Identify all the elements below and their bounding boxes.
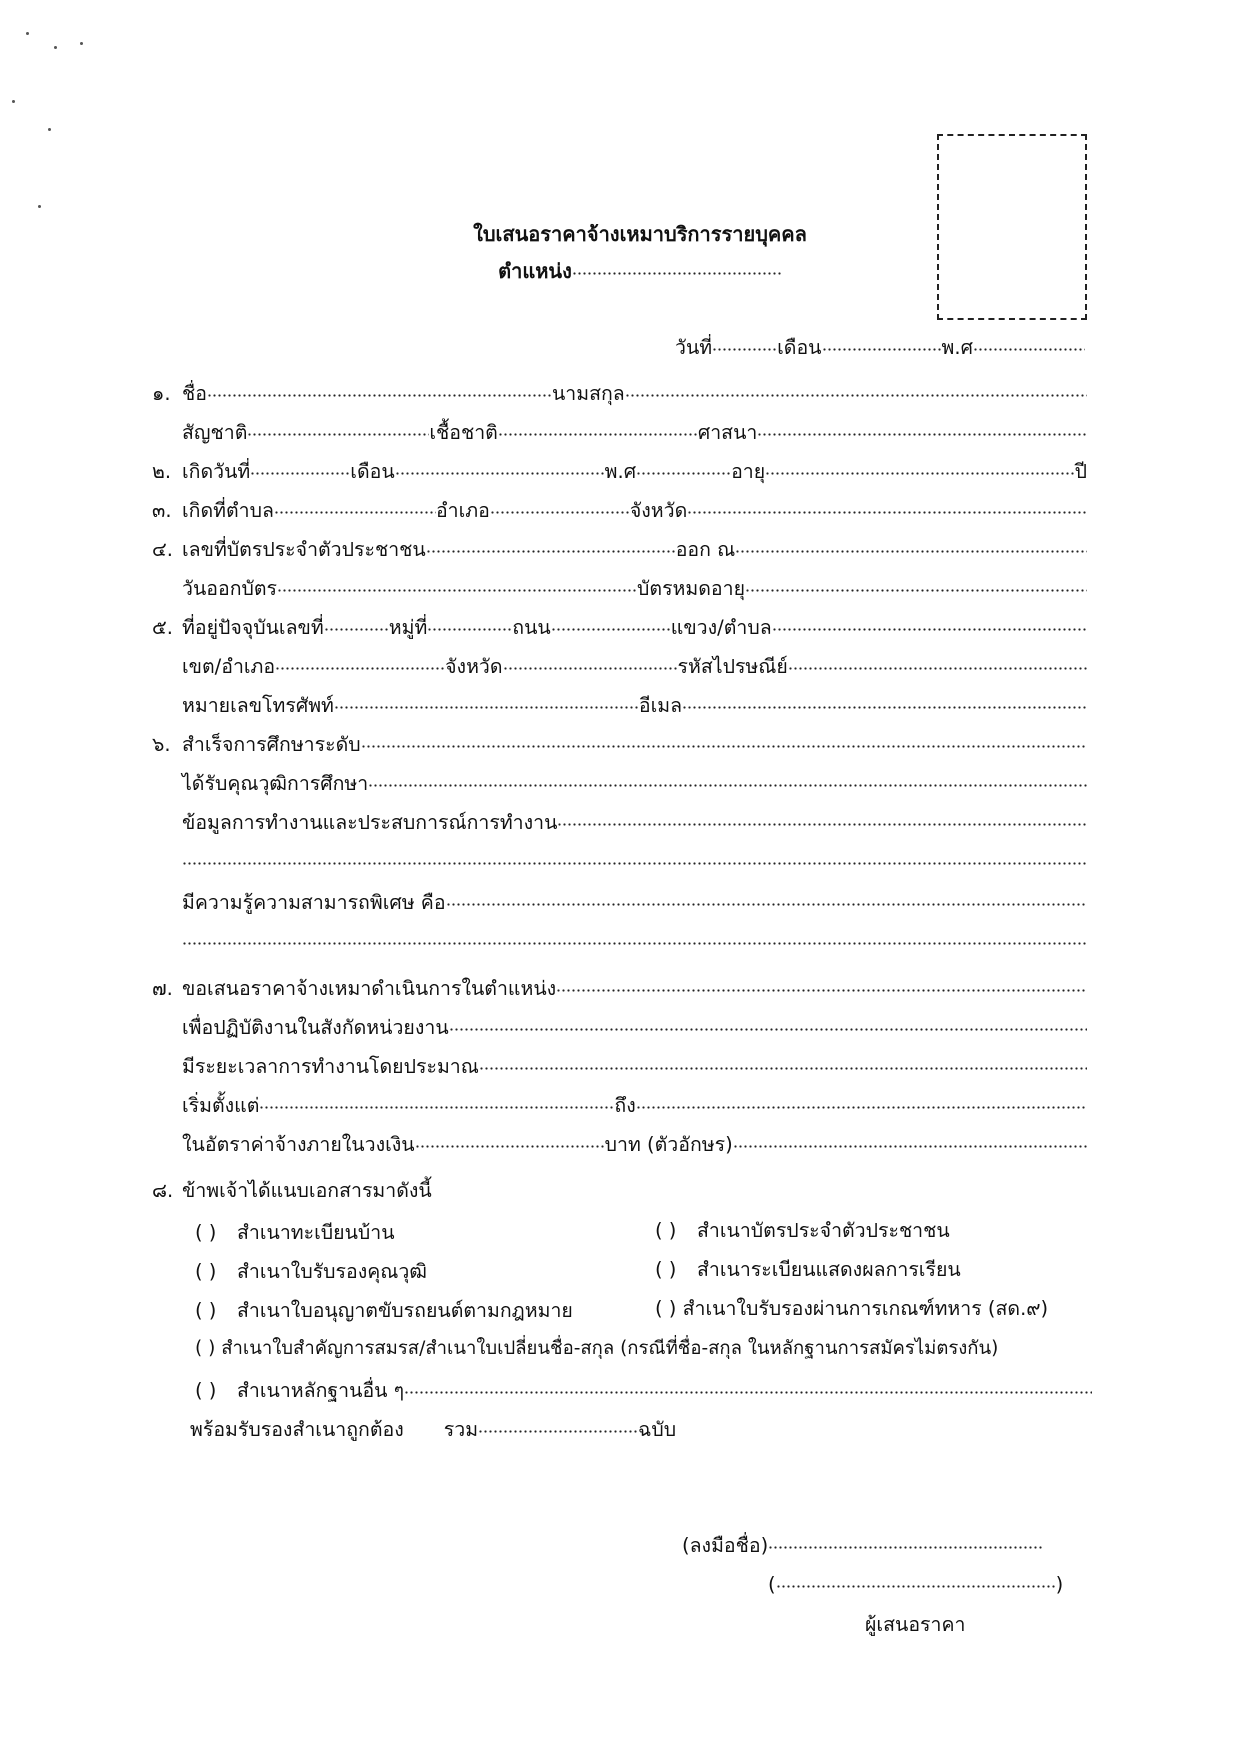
duration-label: มีระยะเวลาการทำงานโดยประมาณ xyxy=(182,1054,479,1078)
education-blank[interactable] xyxy=(361,731,1087,751)
s4-idcard-line xyxy=(152,536,1087,563)
date-day-label: วันที่ xyxy=(675,335,713,359)
special-skills-blank[interactable] xyxy=(446,889,1087,909)
position-blank[interactable] xyxy=(572,258,782,278)
attachment-house-registration[interactable] xyxy=(195,1220,395,1246)
name-blank[interactable] xyxy=(207,380,552,400)
s7-period-line xyxy=(182,1092,1087,1119)
date-line xyxy=(675,334,1085,361)
certify-line xyxy=(190,1416,676,1443)
attachment-label: สำเนาใบรับรองคุณวุฒิ xyxy=(237,1260,427,1283)
section-number: ๑. xyxy=(152,381,171,405)
road-blank[interactable] xyxy=(551,614,671,634)
signature-blank[interactable] xyxy=(768,1532,1043,1552)
attachment-other[interactable] xyxy=(195,1377,1092,1404)
section-number: ๔. xyxy=(152,537,173,561)
s5-address-line xyxy=(152,614,1087,641)
photo-placeholder-box xyxy=(937,134,1087,320)
special-skills-label: มีความรู้ความสามารถพิเศษ คือ xyxy=(182,890,446,914)
form-title: ใบเสนอราคาจ้างเหมาบริการรายบุคคล xyxy=(473,222,807,246)
experience-label: ข้อมูลการทำงานและประสบการณ์การทำงาน xyxy=(182,810,558,834)
position-heading xyxy=(430,255,850,287)
open-paren: ( xyxy=(768,1572,776,1596)
subdistrict-blank[interactable] xyxy=(772,614,1087,634)
attachment-qualification[interactable] xyxy=(195,1259,427,1285)
religion-blank[interactable] xyxy=(757,419,1087,439)
email-blank[interactable] xyxy=(682,692,1087,712)
attachment-label: สำเนาใบอนุญาตขับรถยนต์ตามกฎหมาย xyxy=(237,1299,573,1322)
checkbox[interactable]: ( ) xyxy=(195,1221,217,1244)
date-day-blank[interactable] xyxy=(712,334,777,354)
issue-date-blank[interactable] xyxy=(277,575,637,595)
start-label: เริ่มตั้งแต่ xyxy=(182,1093,260,1117)
checkbox[interactable]: ( ) xyxy=(195,1260,217,1283)
s6-experience-continued xyxy=(182,848,1087,868)
s6-skills-continued xyxy=(182,928,1087,948)
s6-degree-line xyxy=(182,770,1087,797)
rate-blank[interactable] xyxy=(415,1131,605,1151)
surname-blank[interactable] xyxy=(625,380,1087,400)
bidder-title: ผู้เสนอราคา xyxy=(865,1613,966,1636)
degree-blank[interactable] xyxy=(368,770,1087,790)
address-no-blank[interactable] xyxy=(324,614,389,634)
other-document-blank[interactable] xyxy=(404,1377,1092,1397)
printed-name-blank[interactable] xyxy=(776,1571,1056,1591)
born-day-label: เกิดวันที่ xyxy=(182,459,251,483)
to-blank[interactable] xyxy=(636,1092,1087,1112)
attachment-label: สำเนาทะเบียนบ้าน xyxy=(237,1221,395,1244)
expiry-label: บัตรหมดอายุ xyxy=(637,576,746,600)
scan-speck xyxy=(38,205,41,208)
checkbox[interactable]: ( ) xyxy=(655,1258,677,1281)
s2-birthdate-line xyxy=(152,458,1087,485)
years-label: ปี xyxy=(1074,459,1087,483)
nationality-label: สัญชาติ xyxy=(182,420,248,444)
born-province-label: จังหวัด xyxy=(629,498,688,522)
born-day-blank[interactable] xyxy=(250,458,350,478)
phone-blank[interactable] xyxy=(334,692,639,712)
attachment-label: สำเนาใบรับรองผ่านการเกณฑ์ทหาร (สด.๙) xyxy=(682,1297,1049,1320)
attachment-transcript[interactable] xyxy=(655,1257,961,1283)
experience-blank[interactable] xyxy=(557,809,1087,829)
checkbox[interactable]: ( ) xyxy=(655,1297,677,1320)
province-label: จังหวัด xyxy=(445,654,503,678)
position-label: ตำแหน่ง xyxy=(498,259,572,283)
surname-label: นามสกุล xyxy=(551,381,625,405)
attachment-label: สำเนาใบสำคัญการสมรส/สำเนาใบเปลี่ยนชื่อ-สกุล (กรณีที่ชื่อ-สกุล ในหลักฐานการสมัครไม่ตรงกัน) xyxy=(221,1338,999,1359)
issue-date-label: วันออกบัตร xyxy=(182,576,278,600)
section-number: ๓. xyxy=(152,498,172,522)
s7-duration-line xyxy=(182,1053,1087,1080)
religion-label: ศาสนา xyxy=(697,420,758,444)
s8-heading-line xyxy=(152,1178,1087,1204)
age-label: อายุ xyxy=(731,459,766,483)
attachment-label: สำเนาหลักฐานอื่น ๆ xyxy=(237,1378,405,1402)
start-blank[interactable] xyxy=(259,1092,614,1112)
baht-text-label: บาท (ตัวอักษร) xyxy=(604,1132,733,1156)
attachment-id-card-copy[interactable] xyxy=(655,1218,950,1244)
id-card-label: เลขที่บัตรประจำตัวประชาชน xyxy=(182,537,426,561)
total-label: รวม xyxy=(443,1417,479,1441)
scan-speck xyxy=(54,46,57,49)
unit-blank[interactable] xyxy=(449,1014,1087,1034)
certify-label: พร้อมรับรองสำเนาถูกต้อง xyxy=(190,1417,404,1441)
road-label: ถนน xyxy=(512,615,551,639)
offer-blank[interactable] xyxy=(556,975,1087,995)
copies-label: ฉบับ xyxy=(638,1417,677,1441)
s5-contact-line xyxy=(182,692,1087,719)
issued-at-blank[interactable] xyxy=(735,536,1087,556)
race-blank[interactable] xyxy=(498,419,698,439)
signature-line xyxy=(682,1532,1043,1559)
duration-blank[interactable] xyxy=(479,1053,1087,1073)
s6-experience-line xyxy=(182,809,1087,836)
s1-nationality-line xyxy=(182,419,1087,446)
born-subdistrict-blank[interactable] xyxy=(274,497,436,517)
born-province-blank[interactable] xyxy=(687,497,1087,517)
s5-district-line xyxy=(182,653,1087,680)
s1-name-line xyxy=(152,380,1087,407)
checkbox[interactable]: ( ) xyxy=(195,1299,217,1322)
born-month-label: เดือน xyxy=(350,459,395,483)
attachment-military-certificate[interactable] xyxy=(655,1296,1048,1322)
race-label: เชื้อชาติ xyxy=(429,420,498,444)
age-blank[interactable] xyxy=(765,458,1074,478)
printed-name-line xyxy=(768,1571,1063,1598)
moo-label: หมู่ที่ xyxy=(388,615,428,639)
checkbox[interactable]: ( ) xyxy=(195,1378,217,1402)
subdistrict-label: แขวง/ตำบล xyxy=(670,615,772,639)
sign-label: (ลงมือชื่อ) xyxy=(682,1533,769,1557)
address-no-label: ที่อยู่ปัจจุบันเลขที่ xyxy=(182,615,324,639)
s7-rate-line xyxy=(182,1131,1087,1158)
scan-speck xyxy=(12,100,15,103)
education-label: สำเร็จการศึกษาระดับ xyxy=(182,732,361,756)
phone-label: หมายเลขโทรศัพท์ xyxy=(182,693,334,717)
scan-speck xyxy=(26,32,29,35)
offer-label: ขอเสนอราคาจ้างเหมาดำเนินการในตำแหน่ง xyxy=(182,976,557,1000)
s4-issue-line xyxy=(182,575,1087,602)
date-year-blank[interactable] xyxy=(973,334,1085,354)
rate-label: ในอัตราค่าจ้างภายในวงเงิน xyxy=(182,1132,415,1156)
checkbox[interactable]: ( ) xyxy=(195,1338,216,1359)
unit-label: เพื่อปฏิบัติงานในสังกัดหน่วยงาน xyxy=(182,1015,449,1039)
date-month-label: เดือน xyxy=(777,335,822,359)
nationality-blank[interactable] xyxy=(247,419,429,439)
section-number: ๘. xyxy=(152,1179,174,1202)
s6-education-line xyxy=(152,731,1087,758)
special-skills-blank-2[interactable] xyxy=(182,928,1087,948)
attachment-label: สำเนาระเบียนแสดงผลการเรียน xyxy=(697,1258,961,1281)
total-blank[interactable] xyxy=(478,1416,638,1436)
scan-speck xyxy=(48,128,51,131)
s7-unit-line xyxy=(182,1014,1087,1041)
s6-skills-line xyxy=(182,889,1087,916)
moo-blank[interactable] xyxy=(427,614,512,634)
section-number: ๕. xyxy=(152,615,173,639)
section-number: ๒. xyxy=(152,459,172,483)
attachments-heading: ข้าพเจ้าได้แนบเอกสารมาดังนี้ xyxy=(182,1179,432,1202)
degree-label: ได้รับคุณวุฒิการศึกษา xyxy=(182,771,369,795)
attachment-label: สำเนาบัตรประจำตัวประชาชน xyxy=(697,1219,950,1242)
email-label: อีเมล xyxy=(638,693,683,717)
born-year-label: พ.ศ xyxy=(604,459,637,483)
section-number: ๖. xyxy=(152,732,171,756)
born-district-blank[interactable] xyxy=(490,497,630,517)
postcode-label: รหัสไปรษณีย์ xyxy=(677,654,788,678)
s7-offer-line xyxy=(152,975,1087,1002)
born-month-blank[interactable] xyxy=(395,458,605,478)
checkbox[interactable]: ( ) xyxy=(655,1219,677,1242)
experience-blank-2[interactable] xyxy=(182,848,1087,868)
date-month-blank[interactable] xyxy=(822,334,942,354)
id-card-blank[interactable] xyxy=(426,536,676,556)
district-label: เขต/อำเภอ xyxy=(182,654,276,678)
section-number: ๗. xyxy=(152,976,173,1000)
born-district-label: อำเภอ xyxy=(435,498,490,522)
province-blank[interactable] xyxy=(503,653,678,673)
attachment-driving-license[interactable] xyxy=(195,1298,573,1324)
baht-text-blank[interactable] xyxy=(733,1131,1087,1151)
s3-birthplace-line xyxy=(152,497,1087,524)
born-year-blank[interactable] xyxy=(636,458,731,478)
born-subdistrict-label: เกิดที่ตำบล xyxy=(182,498,274,522)
name-label: ชื่อ xyxy=(182,381,207,405)
to-label: ถึง xyxy=(614,1093,636,1117)
date-year-label: พ.ศ xyxy=(941,335,973,359)
close-paren: ) xyxy=(1055,1572,1064,1596)
district-blank[interactable] xyxy=(275,653,445,673)
scan-speck xyxy=(80,42,83,45)
expiry-blank[interactable] xyxy=(745,575,1087,595)
attachment-marriage-name-change[interactable] xyxy=(195,1336,998,1362)
postcode-blank[interactable] xyxy=(788,653,1087,673)
issued-at-label: ออก ณ xyxy=(675,537,736,561)
